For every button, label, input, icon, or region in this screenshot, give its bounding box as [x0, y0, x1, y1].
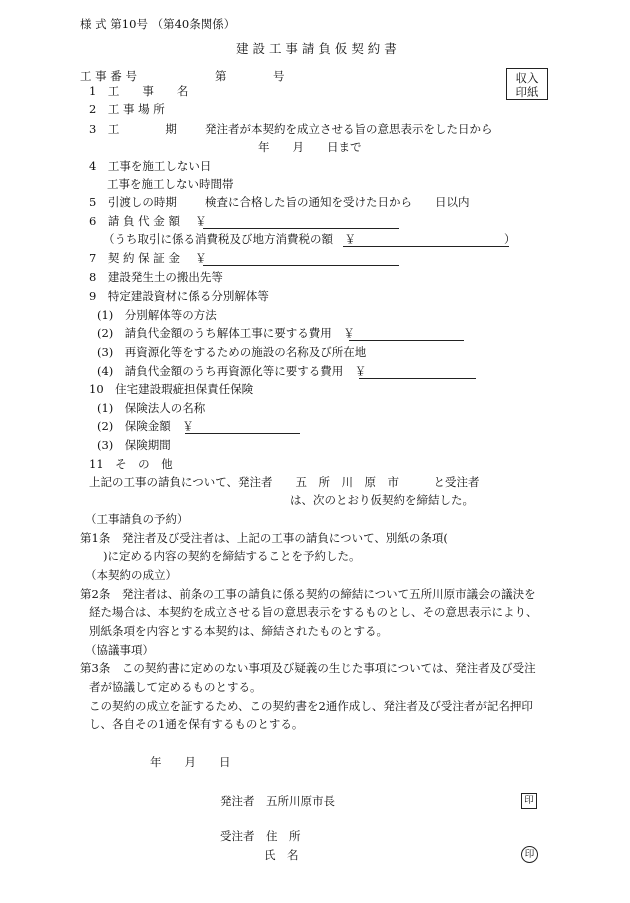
item-1-construction-name: 1 工 事 名 — [89, 84, 189, 98]
item-3-period-label: 3 工 期 — [89, 122, 177, 136]
article-2-line-3: 別紙条項を内容とする本契約は、締結されたものとする。 — [89, 624, 388, 638]
item-9-1-method: (1) 分別解体等の方法 — [97, 308, 217, 322]
heading-reservation: （工事請負の予約） — [85, 512, 189, 526]
contract-date: 年 月 日 — [150, 755, 231, 769]
document-title: 建 設 工 事 請 負 仮 契 約 書 — [236, 41, 397, 56]
item-6-amount-line — [203, 228, 399, 229]
article-3-line-1: 第3条 この契約書に定めのない事項及び疑義の生じた事項については、発注者及び受注 — [80, 661, 536, 675]
item-9-4-cost-line — [359, 378, 476, 379]
heading-formation: （本契約の成立） — [85, 568, 177, 582]
item-9-3-facility: (3) 再資源化等をするための施設の名称及び所在地 — [97, 345, 367, 359]
intro-line-1: 上記の工事の請負について、発注者 五 所 川 原 市 と受注者 — [89, 475, 480, 489]
item-8-soil-destination: 8 建設発生土の搬出先等 — [89, 270, 223, 284]
item-10-2-amount: (2) 保険金額 ￥ — [97, 419, 194, 433]
item-9-4-recycling-cost: (4) 請負代金額のうち再資源化等に要する費用 ￥ — [97, 364, 367, 378]
revenue-stamp-box — [506, 68, 548, 100]
stamp-label-2: 印紙 — [515, 85, 539, 99]
item-6-tax-amount: （うち取引に係る消費税及び地方消費税の額 ￥ — [103, 232, 356, 246]
form-number: 様 式 第10号 （第40条関係） — [80, 17, 236, 31]
item-10-insurance: 10 住宅建設瑕疵担保責任保険 — [89, 382, 254, 396]
contractor-seal-icon: 印 — [521, 846, 538, 863]
intro-line-2: は、次のとおり仮契約を締結した。 — [290, 493, 474, 507]
contractor-address: 受注者 住 所 — [220, 829, 301, 843]
item-6-tax-close: ） — [504, 232, 516, 246]
item-10-3-period: (3) 保険期間 — [97, 438, 171, 452]
article-2-line-1: 第2条 発注者は、前条の工事の請負に係る契約の締結について五所川原市議会の議決を — [80, 587, 536, 601]
item-6-contract-amount: 6 請 負 代 金 額 ￥ — [89, 214, 207, 228]
item-10-1-insurer: (1) 保険法人の名称 — [97, 401, 206, 415]
article-1-line-1: 第1条 発注者及び受注者は、上記の工事の請負について、別紙の条項( — [80, 531, 448, 545]
item-3-period-end: 年 月 日まで — [258, 140, 362, 154]
item-5-delivery-label: 5 引渡しの時期 — [89, 195, 177, 209]
orderer-signature: 発注者 五所川原市長 — [220, 794, 335, 808]
item-7-guarantee: 7 契 約 保 証 金 ￥ — [89, 251, 207, 265]
koji-number-go: 号 — [273, 69, 285, 83]
closing-line-1: この契約の成立を証するため、この契約書を2通作成し、発注者及び受注者が記名押印 — [89, 699, 533, 713]
item-4-nonwork-days: 4 工事を施工しない日 — [89, 159, 212, 173]
item-9-dismantling: 9 特定建設資材に係る分別解体等 — [89, 289, 269, 303]
item-6-tax-line — [343, 246, 509, 247]
koji-number-dai: 第 — [215, 69, 227, 83]
orderer-seal-icon: 印 — [521, 793, 537, 809]
article-2-line-2: 経た場合は、本契約を成立させる旨の意思表示をするものとし、その意思表示により、 — [89, 605, 538, 619]
item-2-construction-site: 2 工 事 場 所 — [89, 102, 165, 116]
item-11-other: 11 そ の 他 — [89, 457, 173, 471]
item-10-2-amount-line — [185, 433, 300, 434]
item-9-2-demolition-cost: (2) 請負代金額のうち解体工事に要する費用 ￥ — [97, 326, 355, 340]
koji-number-label: 工 事 番 号 — [80, 69, 137, 83]
item-7-guarantee-line — [203, 265, 399, 266]
contractor-name: 氏 名 — [264, 848, 299, 862]
item-4-nonwork-hours: 工事を施工しない時間帯 — [107, 177, 234, 191]
heading-consultation: （協議事項） — [85, 643, 154, 657]
article-1-line-2: )に定める内容の契約を締結することを予約した。 — [103, 549, 361, 563]
item-5-delivery-text: 検査に合格した旨の通知を受けた日から 日以内 — [205, 195, 470, 209]
item-3-period-text: 発注者が本契約を成立させる旨の意思表示をした日から — [205, 122, 493, 136]
stamp-label-1: 収入 — [515, 71, 539, 85]
article-3-line-2: 者が協議して定めるものとする。 — [89, 680, 262, 694]
closing-line-2: し、各自その1通を保有するものとする。 — [89, 717, 304, 731]
item-9-2-cost-line — [349, 340, 464, 341]
